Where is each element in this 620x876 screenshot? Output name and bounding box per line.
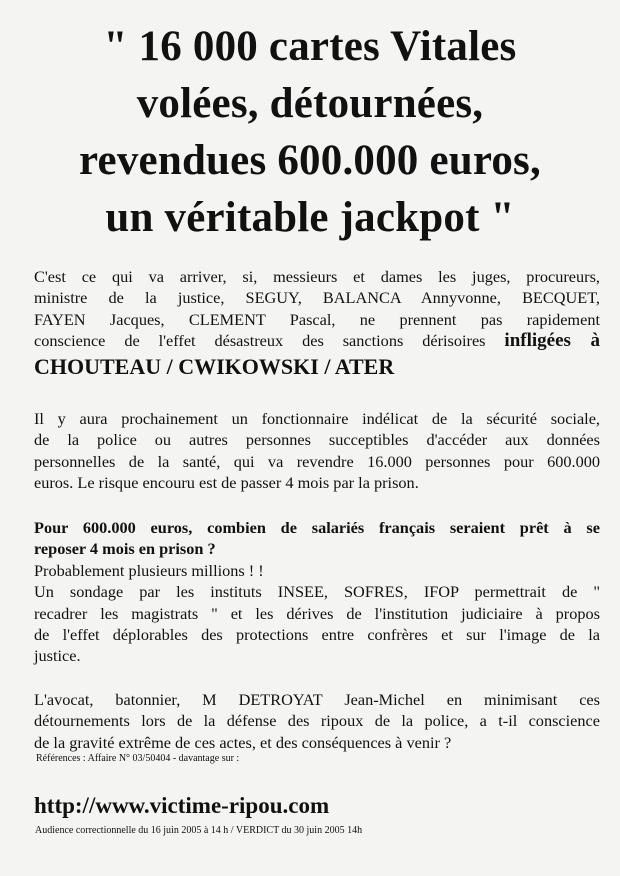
question-line: Pour 600.000 euros, combien de salariés français seraient prêt à se: [34, 518, 600, 537]
paragraph-line: de la police ou autres personnes succeptibles d'accéder aux données: [34, 430, 600, 450]
emphasis-names: CHOUTEAU / CWIKOWSKI / ATER: [34, 353, 395, 379]
paragraph-line: C'est ce qui va arriver, si, messieurs et dames les juges, procureurs,: [34, 267, 600, 286]
paragraph-line: de la gravité extrême de ces actes, et des conséquences à venir ?: [34, 732, 452, 752]
website-url: http://www.victime-ripou.com: [34, 793, 330, 818]
headline-line: un véritable jackpot ": [105, 194, 515, 241]
paragraph-line-text: conscience de l'effet désastreux des sanctions dérisoires: [34, 331, 486, 351]
paragraph-line: ministre de la justice, SEGUY, BALANCA Annyvonne, BECQUET,: [34, 288, 600, 308]
question-line: reposer 4 mois en prison ?: [34, 539, 216, 559]
paragraph-line: recadrer les magistrats " et les dérives de l'institution judiciaire à propos: [34, 603, 600, 623]
paragraph-line: personnelles de la santé, qui va revendre 16.000 personnes pour 600.000: [34, 451, 600, 471]
paragraph-line: Un sondage par les instituts INSEE, SOFRES, IFOP permettrait de ": [34, 582, 600, 602]
paragraph-question: [34, 517, 600, 667]
paragraph-lawyer: [34, 689, 600, 753]
headline-line: volées, détournées,: [136, 80, 484, 127]
paragraph-line: détournements lors de la défense des ripoux de la police, a t-il conscience: [34, 711, 600, 731]
paragraph-line: L'avocat, batonnier, M DETROYAT Jean-Michel en minimisant ces: [34, 690, 600, 709]
paragraph-line: justice.: [34, 646, 81, 666]
paragraph-line: euros. Le risque encouru est de passer 4 mois par la prison.: [34, 473, 419, 493]
headline: [20, 18, 600, 246]
hearing-dates: Audience correctionnelle du 16 juin 2005 à 14 h / VERDICT du 30 juin 2005 14h: [35, 825, 363, 836]
paragraph-line: [34, 330, 600, 351]
paragraph-line: FAYEN Jacques, CLEMENT Pascal, ne prennent pas rapidement: [34, 309, 600, 329]
headline-line: " 16 000 cartes Vitales: [103, 23, 517, 70]
references-note: Références : Affaire N° 03/50404 - davantage sur :: [36, 753, 240, 764]
paragraph-line: Probablement plusieurs millions ! !: [34, 560, 264, 580]
emphasis-inline: infligées à: [504, 330, 600, 352]
paragraph-line: Il y aura prochainement un fonctionnaire indélicat de la sécurité sociale,: [34, 409, 600, 428]
headline-line: revendues 600.000 euros,: [79, 137, 541, 184]
paragraph-warning: [34, 266, 600, 382]
paragraph-risk: [34, 408, 600, 494]
paragraph-line: de l'effet déplorables des protections entre confrères et sur l'image de la: [34, 625, 600, 645]
